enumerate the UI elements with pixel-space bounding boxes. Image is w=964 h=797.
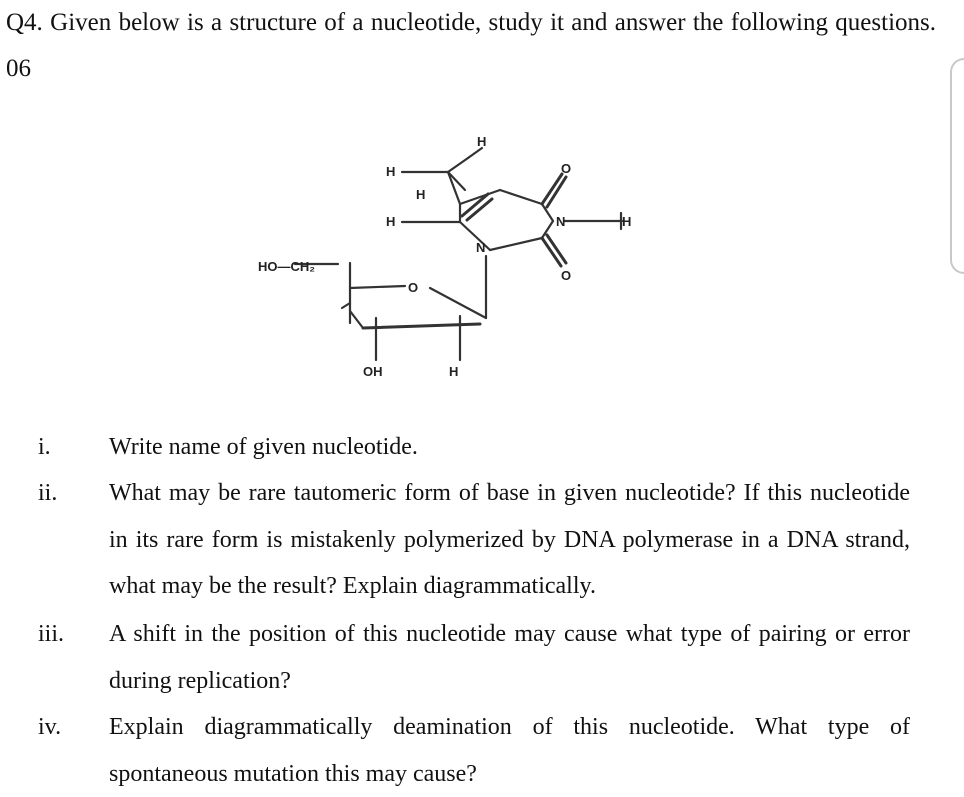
label-n-h: N [556, 214, 566, 229]
label-oh: OH [363, 364, 383, 379]
label-ho-ch2: HO—CH₂ [258, 259, 316, 274]
label-h-sugar: H [449, 364, 459, 379]
label-o-bottom: O [561, 268, 572, 283]
label-h-methyl-1: H [386, 164, 396, 179]
label-h-methyl-3: H [386, 214, 396, 229]
question-text: Write name of given nucleotide. [109, 434, 418, 460]
question-number: iv. [38, 714, 62, 740]
question-text: Explain diagrammatically deamination of this nucleotide. What type of spontaneous mutation this may cause? [109, 714, 910, 787]
question-number: iii. [38, 621, 65, 647]
label-h-methyl-2: H [416, 187, 426, 202]
question-text: What may be rare tautomeric form of base in given nucleotide? If this nucleotide in its rare form is mistakenly polymerized by DNA polymerase in a DNA strand, what may be the result? Explain diagrammatically. [109, 480, 910, 599]
label-n-ring: N [476, 240, 486, 255]
question-number: i. [38, 434, 51, 460]
label-h-nh: H [622, 214, 632, 229]
question-text: A shift in the position of this nucleotide may cause what type of pairing or error during replication? [109, 621, 910, 694]
bracket-decoration [950, 58, 964, 274]
label-o-top: O [561, 161, 572, 176]
label-h-top: H [477, 134, 487, 149]
nucleotide-structure-svg [250, 128, 650, 388]
nucleotide-structure-diagram [250, 128, 650, 388]
label-o-sugar: O [408, 280, 419, 295]
question-number: ii. [38, 480, 58, 506]
question-heading: Q4. Given below is a structure of a nucleotide, study it and answer the following questions. 06 [6, 9, 936, 82]
